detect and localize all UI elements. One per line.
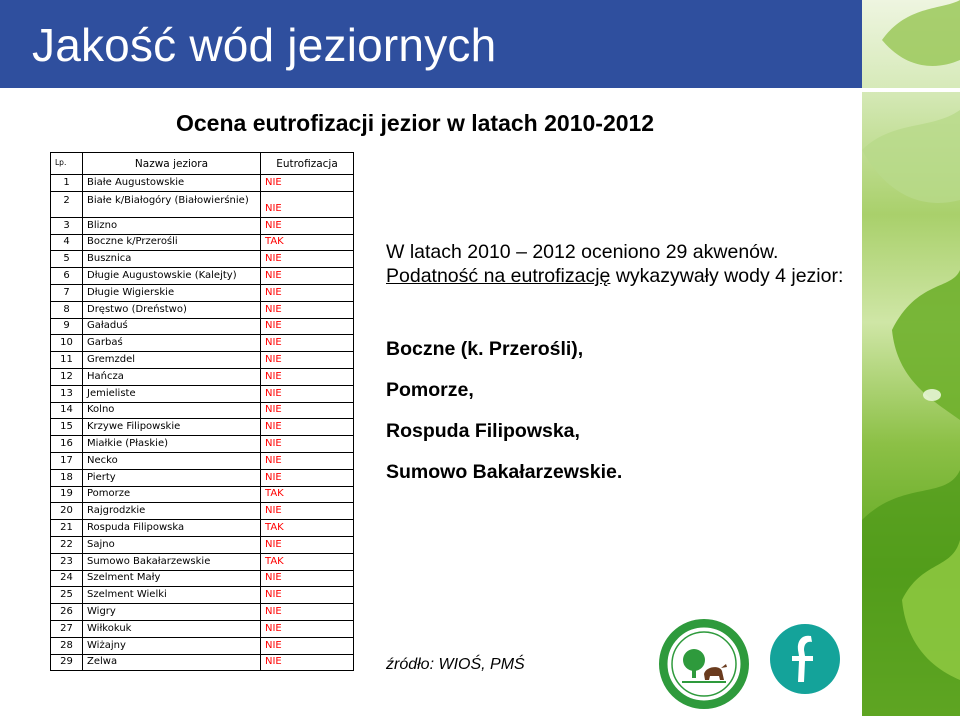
table-row: [51, 452, 354, 469]
cell-lp: 5: [51, 251, 83, 268]
cell-eutrophication: TAK: [261, 234, 354, 251]
table-row: [51, 301, 354, 318]
cell-eutrophication: NIE: [261, 570, 354, 587]
cell-lake-name: Pomorze: [83, 486, 261, 503]
list-item: Pomorze,: [386, 379, 474, 401]
table-row: [51, 553, 354, 570]
cell-eutrophication: NIE: [261, 301, 354, 318]
table-row: [51, 318, 354, 335]
cell-eutrophication: NIE: [261, 191, 354, 217]
slide-header: [0, 0, 862, 88]
cell-lake-name: Gremzdel: [83, 352, 261, 369]
cell-eutrophication: NIE: [261, 436, 354, 453]
cell-lp: 2: [51, 191, 83, 217]
cell-eutrophication: NIE: [261, 452, 354, 469]
cell-eutrophication: NIE: [261, 604, 354, 621]
column-header-eutrophication: Eutrofizacja: [261, 153, 354, 175]
cell-eutrophication: NIE: [261, 587, 354, 604]
cell-lp: 11: [51, 352, 83, 369]
cell-lp: 4: [51, 234, 83, 251]
table-row: [51, 486, 354, 503]
cell-eutrophication: NIE: [261, 419, 354, 436]
cell-eutrophication: TAK: [261, 520, 354, 537]
cell-lake-name: Zelwa: [83, 654, 261, 671]
cell-lp: 6: [51, 268, 83, 285]
cell-eutrophication: NIE: [261, 469, 354, 486]
cell-eutrophication: NIE: [261, 352, 354, 369]
cell-eutrophication: NIE: [261, 536, 354, 553]
table-row: [51, 217, 354, 234]
cell-lake-name: Kolno: [83, 402, 261, 419]
table-row: [51, 268, 354, 285]
cell-lake-name: Wiżajny: [83, 637, 261, 654]
cell-lp: 13: [51, 385, 83, 402]
leaves-illustration: [862, 0, 960, 716]
fund-f-logo-icon: [768, 622, 842, 696]
cell-lp: 7: [51, 284, 83, 301]
cell-lp: 27: [51, 620, 83, 637]
table-row: [51, 251, 354, 268]
cell-eutrophication: NIE: [261, 335, 354, 352]
cell-lp: 21: [51, 520, 83, 537]
table-row: [51, 402, 354, 419]
cell-lake-name: Jemieliste: [83, 385, 261, 402]
cell-lp: 23: [51, 553, 83, 570]
cell-eutrophication: NIE: [261, 637, 354, 654]
cell-lake-name: Boczne k/Przerośli: [83, 234, 261, 251]
cell-eutrophication: NIE: [261, 217, 354, 234]
table-row: [51, 352, 354, 369]
cell-eutrophication: TAK: [261, 486, 354, 503]
table-row: [51, 284, 354, 301]
cell-lp: 24: [51, 570, 83, 587]
cell-lake-name: Hańcza: [83, 368, 261, 385]
table-row: [51, 436, 354, 453]
cell-lake-name: Rajgrodzkie: [83, 503, 261, 520]
cell-eutrophication: NIE: [261, 268, 354, 285]
cell-lake-name: Pierty: [83, 469, 261, 486]
leaf-shape: [862, 110, 960, 203]
cell-eutrophication: NIE: [261, 251, 354, 268]
cell-lake-name: Miałkie (Płaskie): [83, 436, 261, 453]
table-row: [51, 191, 354, 217]
cell-lp: 16: [51, 436, 83, 453]
cell-lake-name: Sajno: [83, 536, 261, 553]
decorative-leaf-panel: [862, 0, 960, 716]
eutrophic-lakes-list: [386, 338, 622, 502]
cell-lake-name: Krzywe Filipowskie: [83, 419, 261, 436]
water-drop-icon: [923, 389, 941, 401]
table-row: [51, 234, 354, 251]
summary-line-1: W latach 2010 – 2012 oceniono 29 akwenów.: [386, 241, 779, 263]
table-row: [51, 335, 354, 352]
cell-lp: 8: [51, 301, 83, 318]
table-row: [51, 175, 354, 192]
source-note: źródło: WIOŚ, PMŚ: [386, 656, 525, 673]
table-row: [51, 587, 354, 604]
cell-lp: 19: [51, 486, 83, 503]
cell-lake-name: Długie Wigierskie: [83, 284, 261, 301]
cell-eutrophication: NIE: [261, 620, 354, 637]
cell-lp: 12: [51, 368, 83, 385]
summary-underlined: Podatność na eutrofizację: [386, 265, 611, 287]
cell-lp: 17: [51, 452, 83, 469]
cell-lp: 20: [51, 503, 83, 520]
cell-eutrophication: NIE: [261, 503, 354, 520]
cell-eutrophication: NIE: [261, 402, 354, 419]
table-row: [51, 604, 354, 621]
cell-lp: 9: [51, 318, 83, 335]
cell-lake-name: Rospuda Filipowska: [83, 520, 261, 537]
list-item: Rospuda Filipowska,: [386, 420, 580, 442]
table-row: [51, 469, 354, 486]
cell-eutrophication: NIE: [261, 385, 354, 402]
summary-line-2: [386, 264, 856, 288]
list-item: Boczne (k. Przerośli),: [386, 338, 584, 360]
cell-lake-name: Wigry: [83, 604, 261, 621]
table-row: [51, 536, 354, 553]
cell-lake-name: Białe Augustowskie: [83, 175, 261, 192]
cell-lake-name: Necko: [83, 452, 261, 469]
table-row: [51, 419, 354, 436]
cell-lake-name: Garbaś: [83, 335, 261, 352]
panel-separator: [862, 88, 960, 92]
cell-lp: 3: [51, 217, 83, 234]
cell-lp: 25: [51, 587, 83, 604]
cell-lake-name: Wiłkokuk: [83, 620, 261, 637]
cell-eutrophication: TAK: [261, 553, 354, 570]
summary-line-2-rest: wykazywały wody 4 jezior:: [610, 265, 844, 287]
lakes-eutrophication-table: [50, 152, 354, 671]
list-item: Sumowo Bakałarzewskie.: [386, 461, 623, 483]
cell-lake-name: Białe k/Białogóry (Białowierśnie): [83, 191, 261, 217]
cell-lp: 22: [51, 536, 83, 553]
table-row: [51, 654, 354, 671]
table-header-row: [51, 153, 354, 175]
table-row: [51, 368, 354, 385]
wios-logo-icon: [658, 618, 750, 710]
table-row: [51, 570, 354, 587]
table-row: [51, 637, 354, 654]
table-row: [51, 503, 354, 520]
cell-lp: 10: [51, 335, 83, 352]
cell-lake-name: Blizno: [83, 217, 261, 234]
cell-lp: 18: [51, 469, 83, 486]
cell-lp: 28: [51, 637, 83, 654]
cell-lake-name: Gaładuś: [83, 318, 261, 335]
cell-eutrophication: NIE: [261, 654, 354, 671]
table-row: [51, 620, 354, 637]
slide-title: Jakość wód jeziornych: [32, 19, 497, 71]
cell-lake-name: Szelment Wielki: [83, 587, 261, 604]
cell-eutrophication: NIE: [261, 175, 354, 192]
cell-lake-name: Dręstwo (Dreństwo): [83, 301, 261, 318]
cell-lp: 26: [51, 604, 83, 621]
cell-lp: 15: [51, 419, 83, 436]
leaf-shape: [882, 0, 960, 66]
cell-lp: 1: [51, 175, 83, 192]
cell-lake-name: Szelment Mały: [83, 570, 261, 587]
cell-lp: 29: [51, 654, 83, 671]
table-heading: Ocena eutrofizacji jezior w latach 2010-2012: [176, 110, 655, 136]
column-header-lp: Lp.: [51, 153, 83, 175]
table-row: [51, 520, 354, 537]
cell-eutrophication: NIE: [261, 368, 354, 385]
cell-lake-name: Długie Augustowskie (Kalejty): [83, 268, 261, 285]
table-row: [51, 385, 354, 402]
column-header-name: Nazwa jeziora: [83, 153, 261, 175]
cell-eutrophication: NIE: [261, 318, 354, 335]
cell-eutrophication: NIE: [261, 284, 354, 301]
cell-lake-name: Sumowo Bakałarzewskie: [83, 553, 261, 570]
cell-lake-name: Busznica: [83, 251, 261, 268]
summary-text: [386, 240, 856, 288]
cell-lp: 14: [51, 402, 83, 419]
